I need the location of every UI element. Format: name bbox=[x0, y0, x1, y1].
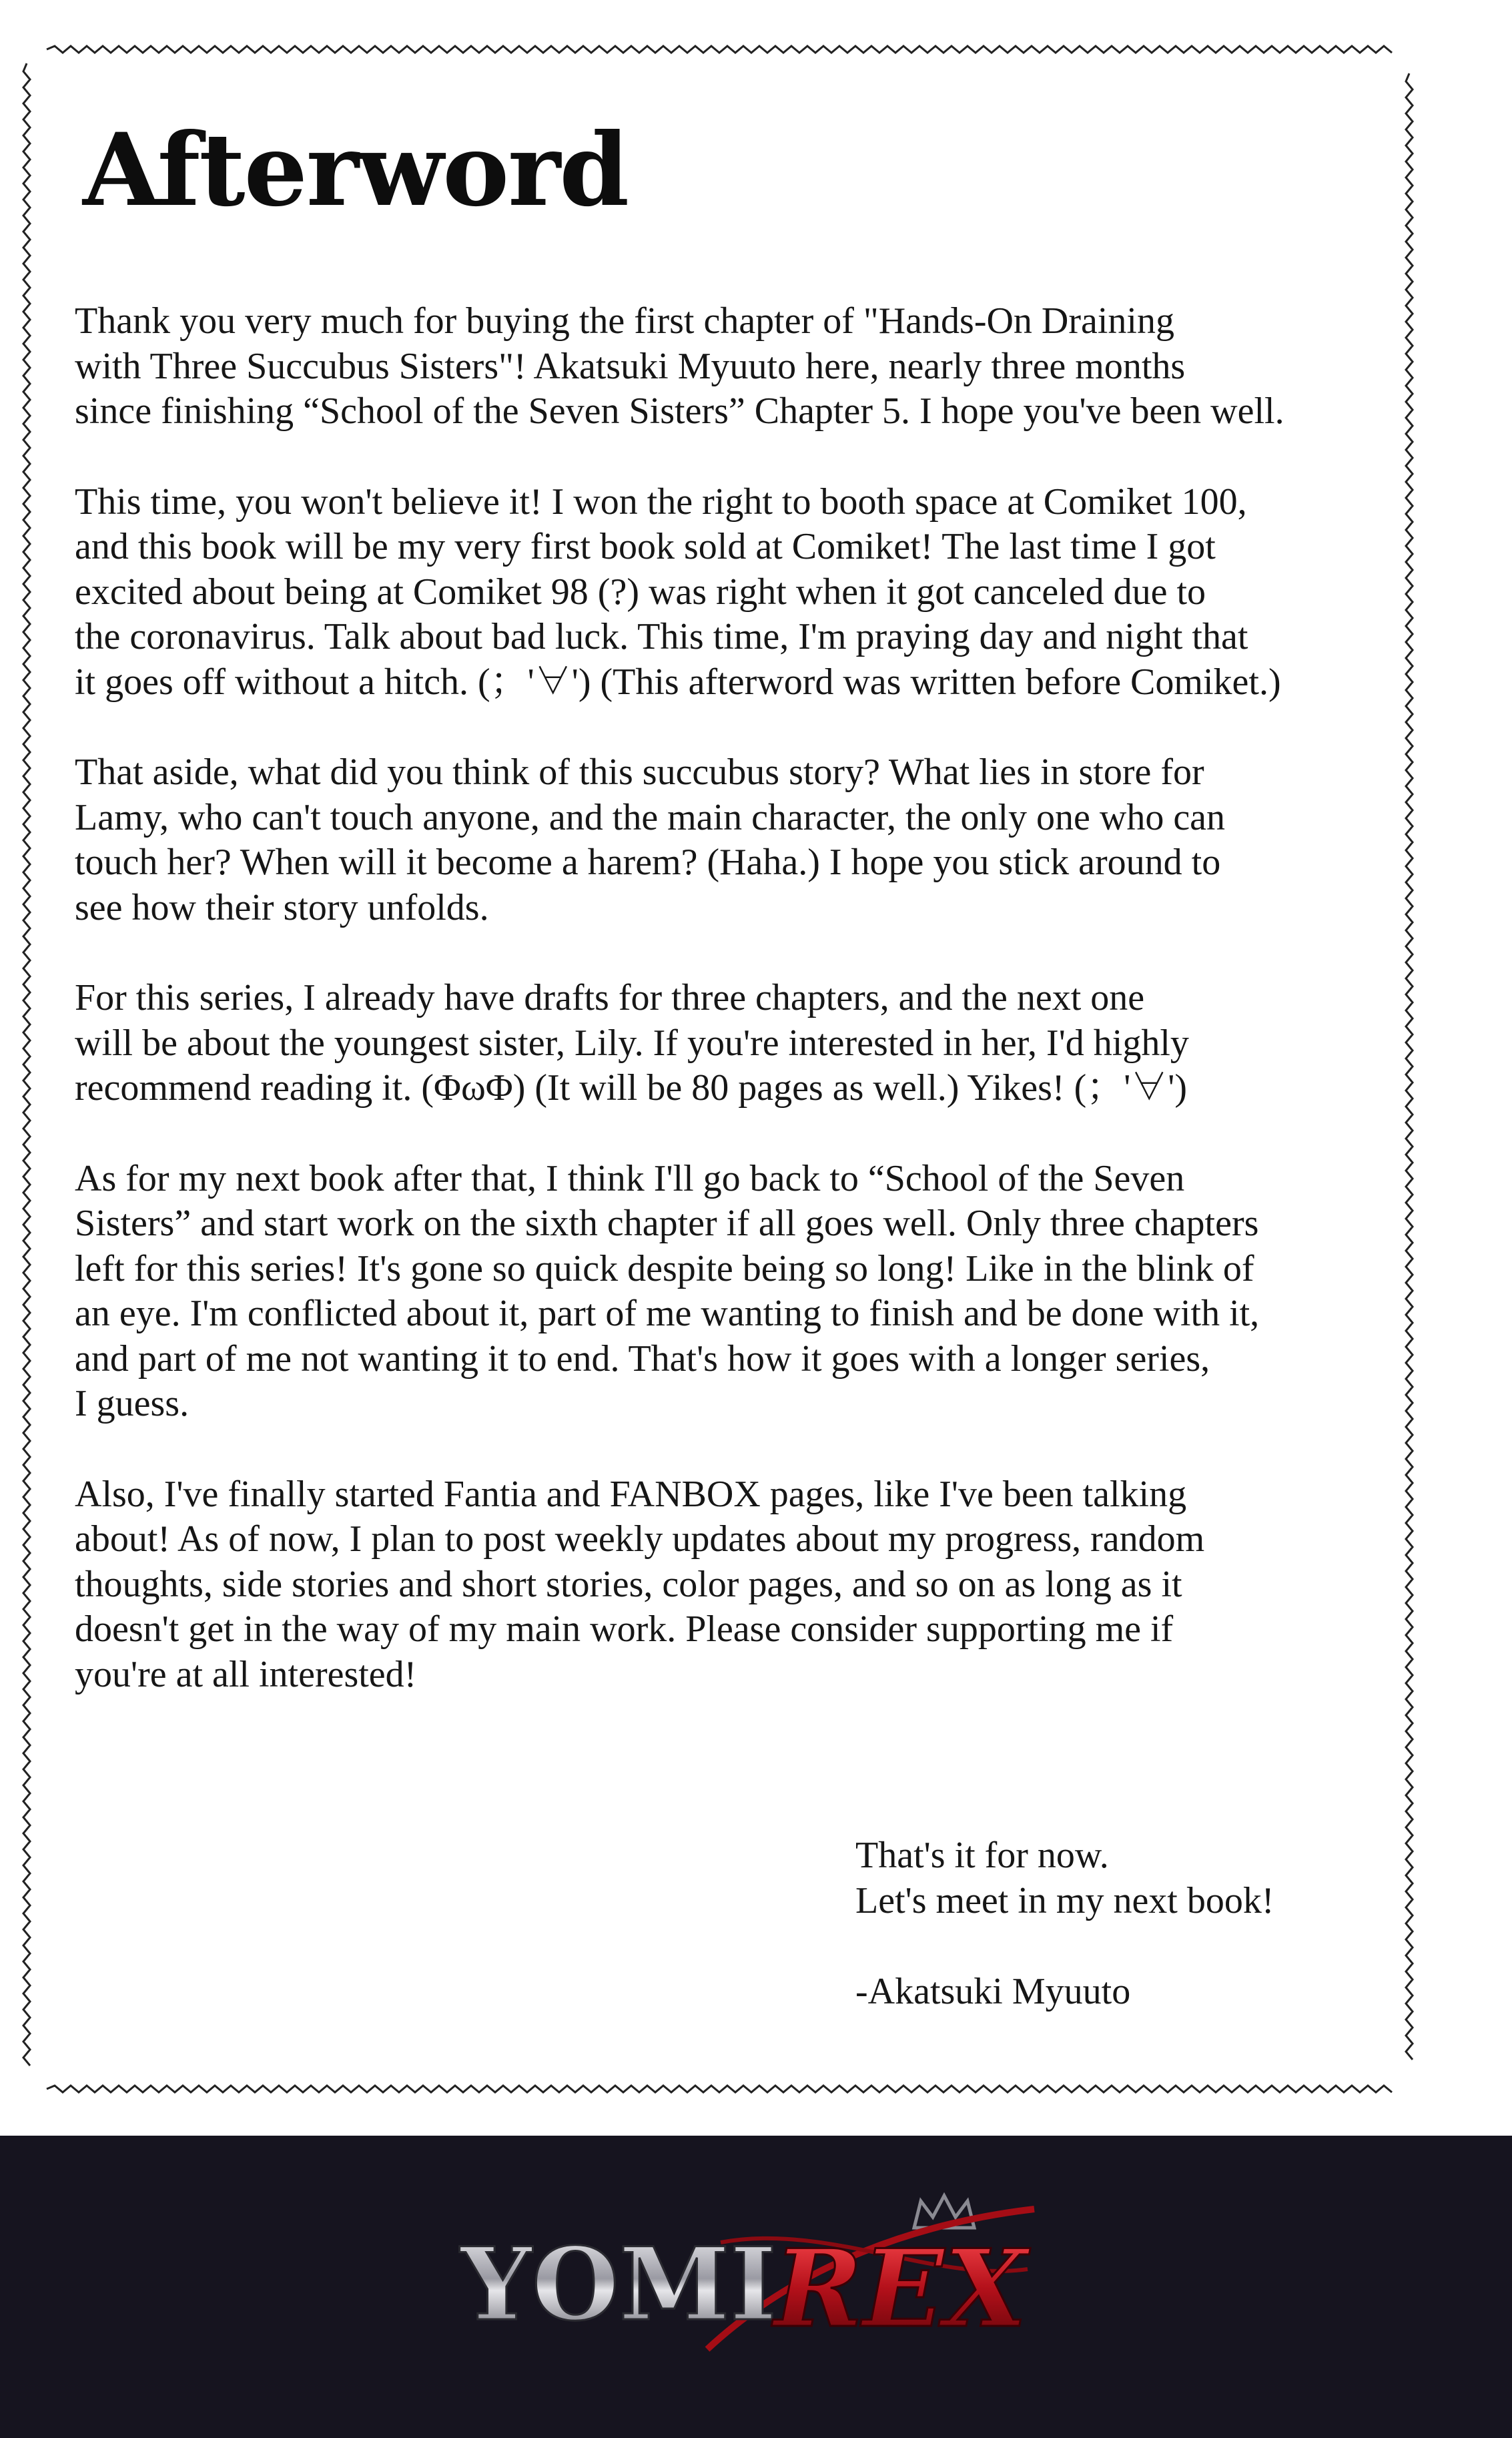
text-line: Lamy, who can't touch anyone, and the main character, the only one who can bbox=[75, 796, 1226, 838]
text-line: I guess. bbox=[75, 1383, 190, 1424]
text-line: will be about the youngest sister, Lily. If you're interested in her, I'd highly bbox=[75, 1022, 1189, 1064]
yomirex-logo bbox=[454, 2182, 1054, 2383]
paragraph bbox=[75, 976, 1409, 1111]
text-line: This time, you won't believe it! I won the right to booth space at Comiket 100, bbox=[75, 481, 1247, 523]
logo-text-rex: REX bbox=[774, 2226, 1028, 2351]
text-line: about! As of now, I plan to post weekly updates about my progress, random bbox=[75, 1518, 1205, 1560]
text-line: and this book will be my very first book sold at Comiket! The last time I got bbox=[75, 526, 1216, 567]
paragraph bbox=[75, 1472, 1409, 1698]
paragraph bbox=[75, 299, 1409, 434]
signoff-line: That's it for now. bbox=[855, 1835, 1109, 1876]
paragraph bbox=[75, 750, 1409, 930]
text-line: excited about being at Comiket 98 (?) was right when it got canceled due to bbox=[75, 571, 1206, 613]
text-line: Thank you very much for buying the first chapter of "Hands-On Draining bbox=[75, 300, 1174, 342]
page-title: Afterword bbox=[83, 111, 629, 229]
text-line: As for my next book after that, I think I'll go back to “School of the Seven bbox=[75, 1157, 1185, 1199]
signoff-line: Let's meet in my next book! bbox=[855, 1880, 1274, 1921]
text-line: thoughts, side stories and short stories, color pages, and so on as long as it bbox=[75, 1563, 1182, 1605]
text-line: and part of me not wanting it to end. That's how it goes with a longer series, bbox=[75, 1337, 1210, 1380]
signoff bbox=[855, 1833, 1274, 2014]
text-line: doesn't get in the way of my main work. Please consider supporting me if bbox=[75, 1608, 1174, 1650]
text-line: That aside, what did you think of this succubus story? What lies in store for bbox=[75, 751, 1204, 793]
text-line: For this series, I already have drafts for three chapters, and the next one bbox=[75, 977, 1145, 1018]
text-line: you're at all interested! bbox=[75, 1653, 417, 1695]
text-line: see how their story unfolds. bbox=[75, 886, 489, 928]
text-line: left for this series! It's gone so quick despite being so long! Like in the blink of bbox=[75, 1247, 1254, 1289]
paragraph bbox=[75, 1157, 1409, 1427]
text-line: an eye. I'm conflicted about it, part of me wanting to finish and be done with it, bbox=[75, 1293, 1260, 1334]
text-line: recommend reading it. (ΦωΦ) (It will be 80 pages as well.) Yikes! (；'∀') bbox=[75, 1067, 1188, 1109]
text-line: it goes off without a hitch. (；'∀') (This afterword was written before Comiket.) bbox=[75, 661, 1281, 703]
paragraph bbox=[75, 480, 1409, 705]
text-line: with Three Succubus Sisters"! Akatsuki Myuuto here, nearly three months bbox=[75, 345, 1186, 387]
afterword-body bbox=[75, 299, 1409, 1743]
text-line: since finishing “School of the Seven Sisters” Chapter 5. I hope you've been well. bbox=[75, 390, 1284, 432]
signature: -Akatsuki Myuuto bbox=[855, 1971, 1131, 2012]
text-line: the coronavirus. Talk about bad luck. This time, I'm praying day and night that bbox=[75, 616, 1248, 657]
text-line: touch her? When will it become a harem? (Haha.) I hope you stick around to bbox=[75, 842, 1221, 883]
text-line: Also, I've finally started Fantia and FANBOX pages, like I've been talking bbox=[75, 1473, 1187, 1515]
text-line: Sisters” and start work on the sixth chapter if all goes well. Only three chapters bbox=[75, 1203, 1259, 1244]
logo-text-yomi: YOMI bbox=[460, 2226, 777, 2343]
